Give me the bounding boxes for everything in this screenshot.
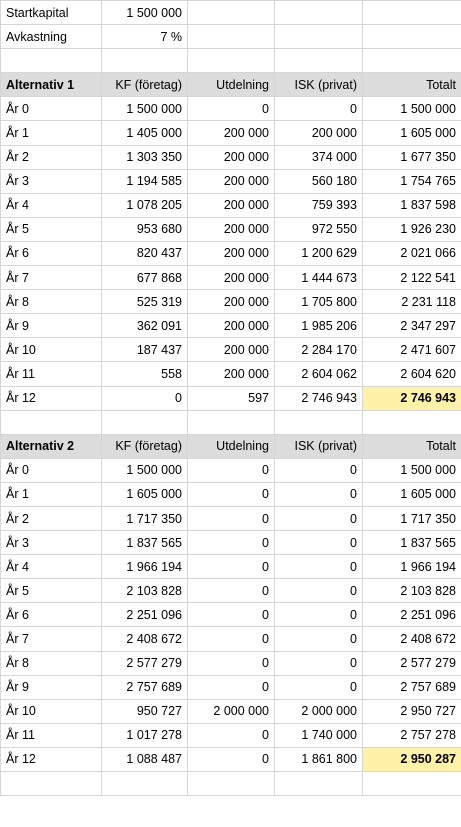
value-cell[interactable]: 2 251 096 [363,603,461,627]
value-cell[interactable]: 0 [188,458,275,482]
empty-cell[interactable] [275,1,363,25]
value-cell[interactable]: 200 000 [188,241,275,265]
table-header-row [1,73,461,97]
value-cell[interactable]: 677 868 [102,266,188,290]
year-label-cell[interactable]: År 9 [1,675,102,699]
value-cell[interactable]: 0 [188,675,275,699]
value-cell[interactable]: 0 [188,97,275,121]
highlighted-total-cell[interactable]: 2 746 943 [363,386,461,410]
value-cell[interactable]: 1 500 000 [102,97,188,121]
table-row [1,193,461,217]
value-cell[interactable]: 1 717 350 [102,506,188,530]
year-label-cell[interactable]: År 12 [1,747,102,771]
column-header-cell[interactable]: KF (företag) [102,434,188,458]
empty-cell[interactable] [363,25,461,49]
column-header-cell[interactable]: Utdelning [188,73,275,97]
value-cell[interactable]: 1 303 350 [102,145,188,169]
value-cell[interactable]: 0 [275,482,363,506]
value-cell[interactable]: 2 604 620 [363,362,461,386]
value-cell[interactable]: 2 021 066 [363,241,461,265]
param-value-cell[interactable]: 7 % [102,25,188,49]
year-label-cell[interactable]: År 2 [1,506,102,530]
value-cell[interactable]: 2 471 607 [363,338,461,362]
spacer-row [1,49,461,73]
param-label-cell[interactable]: Avkastning [1,25,102,49]
table-row [1,531,461,555]
value-cell[interactable]: 1 837 565 [102,531,188,555]
value-cell[interactable]: 1 605 000 [102,482,188,506]
value-cell[interactable]: 2 746 943 [275,386,363,410]
value-cell[interactable]: 1 677 350 [363,145,461,169]
empty-cell[interactable] [188,410,275,434]
value-cell[interactable]: 560 180 [275,169,363,193]
year-label-cell[interactable]: År 7 [1,266,102,290]
table-title-cell[interactable]: Alternativ 2 [1,434,102,458]
year-label-cell[interactable]: År 5 [1,579,102,603]
table-row [1,651,461,675]
value-cell[interactable]: 200 000 [188,338,275,362]
year-label-cell[interactable]: År 3 [1,531,102,555]
empty-cell[interactable] [102,49,188,73]
year-label-cell[interactable]: År 5 [1,217,102,241]
table-row [1,555,461,579]
value-cell[interactable]: 2 757 278 [363,723,461,747]
year-label-cell[interactable]: År 3 [1,169,102,193]
value-cell[interactable]: 200 000 [188,266,275,290]
value-cell[interactable]: 374 000 [275,145,363,169]
year-label-cell[interactable]: År 2 [1,145,102,169]
value-cell[interactable]: 0 [188,531,275,555]
value-cell[interactable]: 2 604 062 [275,362,363,386]
year-label-cell[interactable]: År 8 [1,290,102,314]
value-cell[interactable]: 1 605 000 [363,482,461,506]
year-label-cell[interactable]: År 4 [1,193,102,217]
empty-cell[interactable] [363,49,461,73]
year-label-cell[interactable]: År 1 [1,482,102,506]
table-row [1,362,461,386]
value-cell[interactable]: 2 000 000 [275,699,363,723]
table-row [1,723,461,747]
value-cell[interactable]: 558 [102,362,188,386]
table-row [1,266,461,290]
value-cell[interactable]: 1 078 205 [102,193,188,217]
value-cell[interactable]: 1 861 800 [275,747,363,771]
year-label-cell[interactable]: År 10 [1,338,102,362]
value-cell[interactable]: 0 [275,627,363,651]
year-label-cell[interactable]: År 6 [1,603,102,627]
empty-cell[interactable] [275,410,363,434]
empty-cell[interactable] [188,1,275,25]
value-cell[interactable]: 0 [188,651,275,675]
value-cell[interactable]: 2 347 297 [363,314,461,338]
empty-cell[interactable] [188,49,275,73]
value-cell[interactable]: 0 [275,555,363,579]
value-cell[interactable]: 200 000 [188,193,275,217]
column-header-cell[interactable]: ISK (privat) [275,434,363,458]
trailing-empty-row [1,772,461,796]
value-cell[interactable]: 950 727 [102,699,188,723]
column-header-cell[interactable]: ISK (privat) [275,73,363,97]
value-cell[interactable]: 525 319 [102,290,188,314]
value-cell[interactable]: 0 [275,458,363,482]
column-header-cell[interactable]: Utdelning [188,434,275,458]
empty-cell[interactable] [363,1,461,25]
value-cell[interactable]: 200 000 [188,217,275,241]
value-cell[interactable]: 0 [188,555,275,579]
empty-cell[interactable] [363,772,461,796]
column-header-cell[interactable]: Totalt [363,434,461,458]
value-cell[interactable]: 200 000 [188,121,275,145]
value-cell[interactable]: 0 [188,482,275,506]
highlighted-total-cell[interactable]: 2 950 287 [363,747,461,771]
value-cell[interactable]: 1 837 598 [363,193,461,217]
year-label-cell[interactable]: År 11 [1,723,102,747]
value-cell[interactable]: 200 000 [188,145,275,169]
table-header-row [1,434,461,458]
table-title-cell[interactable]: Alternativ 1 [1,73,102,97]
table-row [1,506,461,530]
value-cell[interactable]: 0 [275,675,363,699]
param-value-cell[interactable]: 1 500 000 [102,1,188,25]
table-row [1,579,461,603]
value-cell[interactable]: 759 393 [275,193,363,217]
value-cell[interactable]: 953 680 [102,217,188,241]
empty-cell[interactable] [102,772,188,796]
value-cell[interactable]: 1 837 565 [363,531,461,555]
table-row [1,145,461,169]
param-label-cell[interactable]: Startkapital [1,1,102,25]
value-cell[interactable]: 200 000 [275,121,363,145]
value-cell[interactable]: 2 408 672 [363,627,461,651]
column-header-cell[interactable]: Totalt [363,73,461,97]
value-cell[interactable]: 1 985 206 [275,314,363,338]
value-cell[interactable]: 1 194 585 [102,169,188,193]
table-row [1,241,461,265]
value-cell[interactable]: 0 [188,723,275,747]
year-label-cell[interactable]: År 6 [1,241,102,265]
value-cell[interactable]: 2 408 672 [102,627,188,651]
table-row [1,675,461,699]
value-cell[interactable]: 0 [188,747,275,771]
value-cell[interactable]: 200 000 [188,314,275,338]
value-cell[interactable]: 1 017 278 [102,723,188,747]
value-cell[interactable]: 1 500 000 [363,97,461,121]
table-row [1,97,461,121]
table-row [1,169,461,193]
value-cell[interactable]: 1 740 000 [275,723,363,747]
value-cell[interactable]: 820 437 [102,241,188,265]
value-cell[interactable]: 972 550 [275,217,363,241]
param-row [1,25,461,49]
year-label-cell[interactable]: År 0 [1,458,102,482]
year-label-cell[interactable]: År 1 [1,121,102,145]
value-cell[interactable]: 0 [275,531,363,555]
value-cell[interactable]: 2 231 118 [363,290,461,314]
value-cell[interactable]: 362 091 [102,314,188,338]
value-cell[interactable]: 1 088 487 [102,747,188,771]
year-label-cell[interactable]: År 8 [1,651,102,675]
value-cell[interactable]: 0 [275,579,363,603]
value-cell[interactable]: 0 [188,603,275,627]
value-cell[interactable]: 1 500 000 [363,458,461,482]
value-cell[interactable]: 200 000 [188,362,275,386]
empty-cell[interactable] [102,410,188,434]
value-cell[interactable]: 2 000 000 [188,699,275,723]
value-cell[interactable]: 2 284 170 [275,338,363,362]
year-label-cell[interactable]: År 7 [1,627,102,651]
value-cell[interactable]: 1 444 673 [275,266,363,290]
table-row [1,121,461,145]
value-cell[interactable]: 1 500 000 [102,458,188,482]
value-cell[interactable]: 1 926 230 [363,217,461,241]
empty-cell[interactable] [1,410,102,434]
value-cell[interactable]: 0 [275,603,363,627]
table-row [1,314,461,338]
spacer-row [1,410,461,434]
value-cell[interactable]: 0 [275,97,363,121]
value-cell[interactable]: 200 000 [188,290,275,314]
value-cell[interactable]: 0 [188,506,275,530]
value-cell[interactable]: 2 757 689 [102,675,188,699]
empty-cell[interactable] [275,49,363,73]
value-cell[interactable]: 1 705 800 [275,290,363,314]
table-row [1,290,461,314]
empty-cell[interactable] [275,772,363,796]
value-cell[interactable]: 0 [188,627,275,651]
empty-cell[interactable] [188,772,275,796]
column-header-cell[interactable]: KF (företag) [102,73,188,97]
table-row [1,217,461,241]
value-cell[interactable]: 597 [188,386,275,410]
value-cell[interactable]: 1 605 000 [363,121,461,145]
table-row [1,603,461,627]
empty-cell[interactable] [1,772,102,796]
year-label-cell[interactable]: År 9 [1,314,102,338]
value-cell[interactable]: 2 103 828 [102,579,188,603]
value-cell[interactable]: 2 103 828 [363,579,461,603]
value-cell[interactable]: 0 [188,579,275,603]
value-cell[interactable]: 2 122 541 [363,266,461,290]
table-row [1,699,461,723]
value-cell[interactable]: 0 [102,386,188,410]
empty-cell[interactable] [275,25,363,49]
value-cell[interactable]: 200 000 [188,169,275,193]
year-label-cell[interactable]: År 4 [1,555,102,579]
table-row [1,482,461,506]
year-label-cell[interactable]: År 11 [1,362,102,386]
value-cell[interactable]: 2 757 689 [363,675,461,699]
value-cell[interactable]: 187 437 [102,338,188,362]
empty-cell[interactable] [188,25,275,49]
table-row [1,338,461,362]
value-cell[interactable]: 0 [275,651,363,675]
value-cell[interactable]: 2 251 096 [102,603,188,627]
value-cell[interactable]: 2 950 727 [363,699,461,723]
value-cell[interactable]: 1 966 194 [102,555,188,579]
empty-cell[interactable] [363,410,461,434]
table-row [1,458,461,482]
value-cell[interactable]: 1 200 629 [275,241,363,265]
value-cell[interactable]: 1 717 350 [363,506,461,530]
year-label-cell[interactable]: År 10 [1,699,102,723]
value-cell[interactable]: 1 754 765 [363,169,461,193]
param-row [1,1,461,25]
table-row [1,747,461,771]
year-label-cell[interactable]: År 12 [1,386,102,410]
value-cell[interactable]: 2 577 279 [102,651,188,675]
empty-cell[interactable] [1,49,102,73]
value-cell[interactable]: 1 966 194 [363,555,461,579]
year-label-cell[interactable]: År 0 [1,97,102,121]
value-cell[interactable]: 0 [275,506,363,530]
table-row [1,627,461,651]
value-cell[interactable]: 1 405 000 [102,121,188,145]
table-row [1,386,461,410]
value-cell[interactable]: 2 577 279 [363,651,461,675]
